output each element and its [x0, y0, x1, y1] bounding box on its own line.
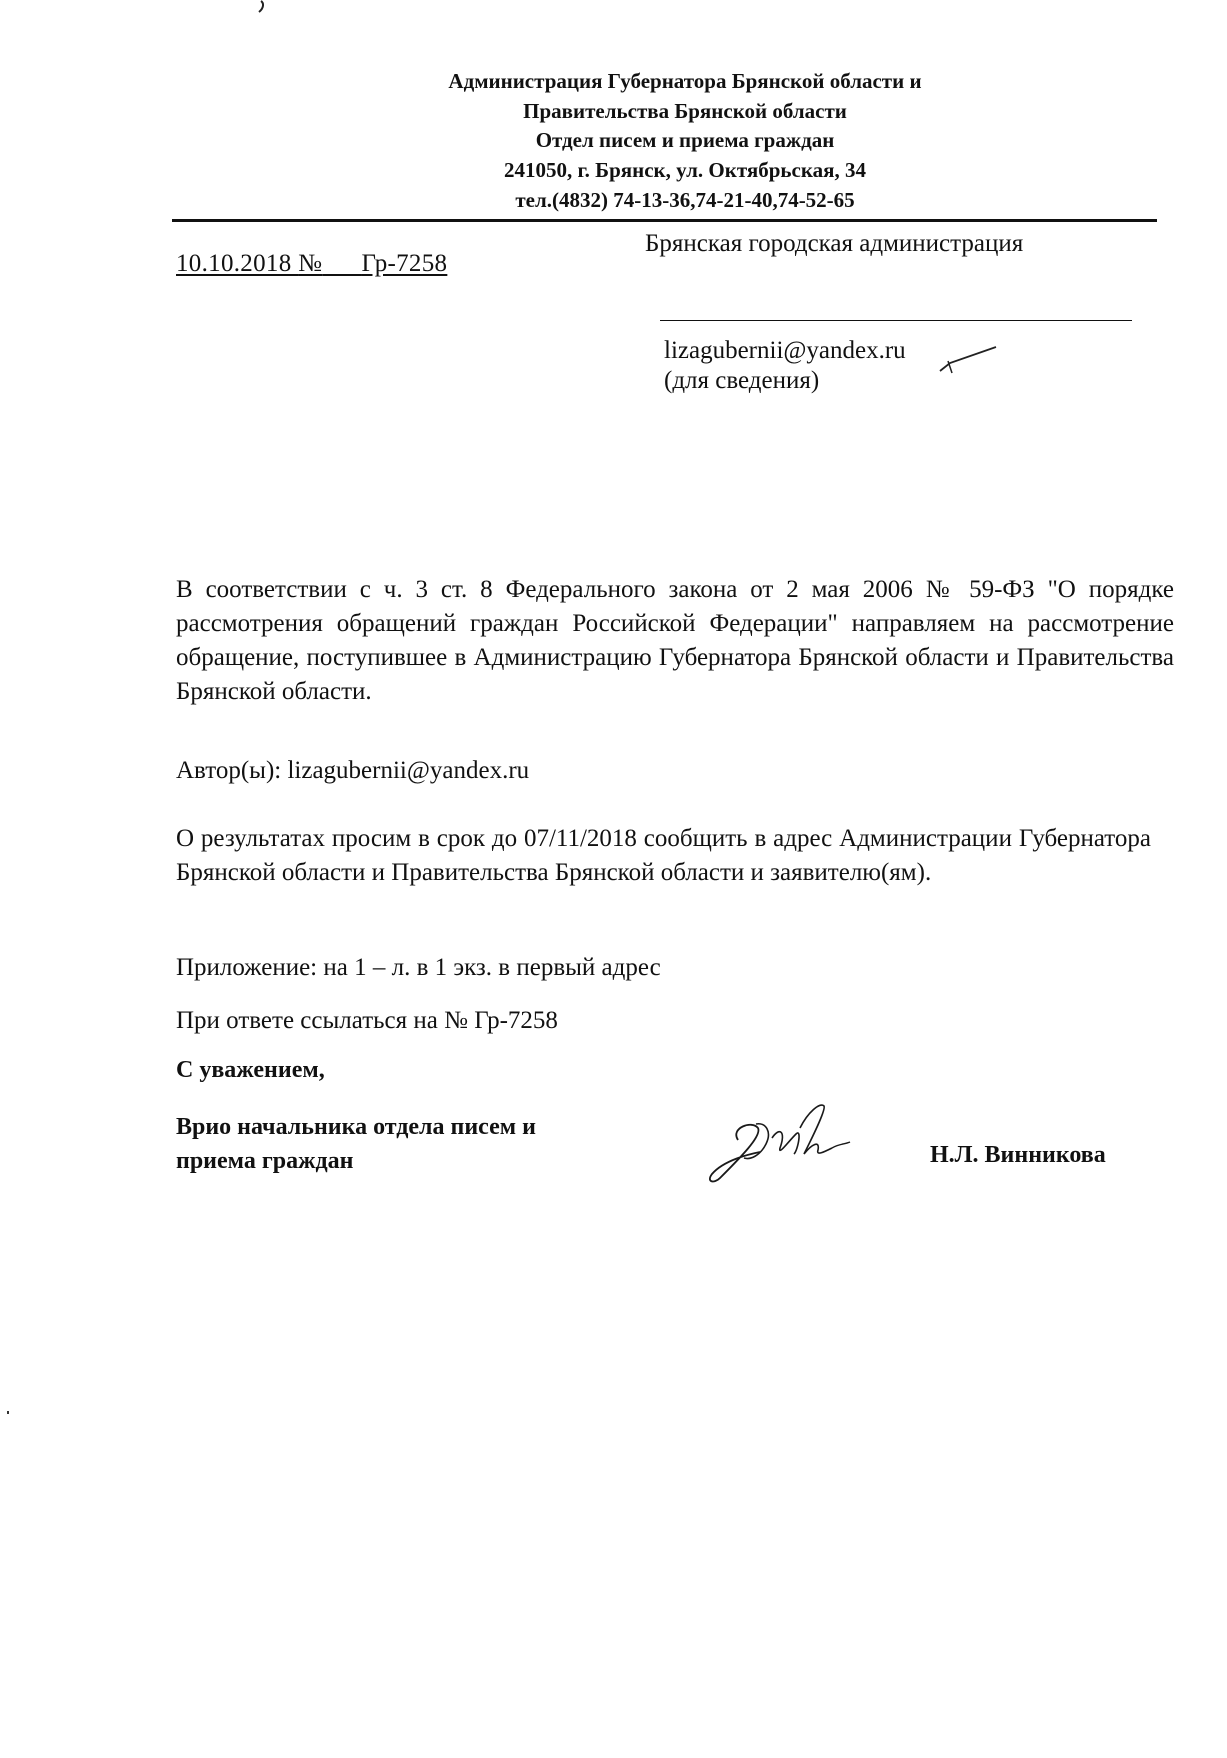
scan-mark [255, 0, 275, 14]
document-reference [176, 250, 447, 278]
attachment-line: Приложение: на 1 – л. в 1 экз. в первый адрес [176, 954, 661, 981]
handwritten-signature [700, 1098, 870, 1188]
letterhead-address: 241050, г. Брянск, ул. Октябрьская, 34 [504, 158, 866, 182]
letterhead-phones: тел.(4832) 74-13-36,74-21-40,74-52-65 [515, 188, 855, 212]
signer-position [176, 1110, 536, 1178]
letterhead-department: Отдел писем и приема граждан [535, 128, 835, 152]
addressee-email: lizagubernii@yandex.ru [664, 337, 906, 364]
document-date: 10.10.2018 [176, 250, 292, 277]
addressee-rule [660, 320, 1132, 321]
body-paragraph-deadline: О результатах просим в срок до 07/11/2018 сообщить в адрес Администрации Губернатора Брянской области и Правительства Брянской области и заявителю(ям). [176, 825, 1151, 886]
check-mark-icon [938, 343, 1000, 377]
closing-regards: С уважением, [176, 1057, 325, 1083]
body-paragraph-main: В соответствии с ч. 3 ст. 8 Федерального закона от 2 мая 2006 № 59-ФЗ "О порядке рассмотрения обращений граждан Российской Федерации" направляем на рассмотрение обращение, поступившее в Администрацию Губернатора Брянской области и Правительства Брянской области. [176, 576, 1174, 705]
number-sign: № [298, 250, 323, 277]
letterhead-divider [172, 219, 1157, 222]
addressee-note: (для сведения) [664, 367, 820, 394]
letterhead-org-line2: Правительства Брянской области [523, 99, 847, 123]
scan-speck [7, 1411, 9, 1414]
addressee-primary: Брянская городская администрация [645, 230, 1024, 257]
addressee-secondary [664, 336, 906, 396]
signer-position-line2: приема граждан [176, 1148, 354, 1174]
signer-position-line1: Врио начальника отдела писем и [176, 1114, 536, 1140]
signer-name: Н.Л. Винникова [930, 1142, 1106, 1168]
reply-reference-line: При ответе ссылаться на № Гр-7258 [176, 1007, 558, 1034]
letterhead-org-line1: Администрация Губернатора Брянской области и [448, 69, 922, 93]
author-line: Автор(ы): lizagubernii@yandex.ru [176, 757, 530, 784]
document-number: Гр-7258 [361, 250, 448, 277]
